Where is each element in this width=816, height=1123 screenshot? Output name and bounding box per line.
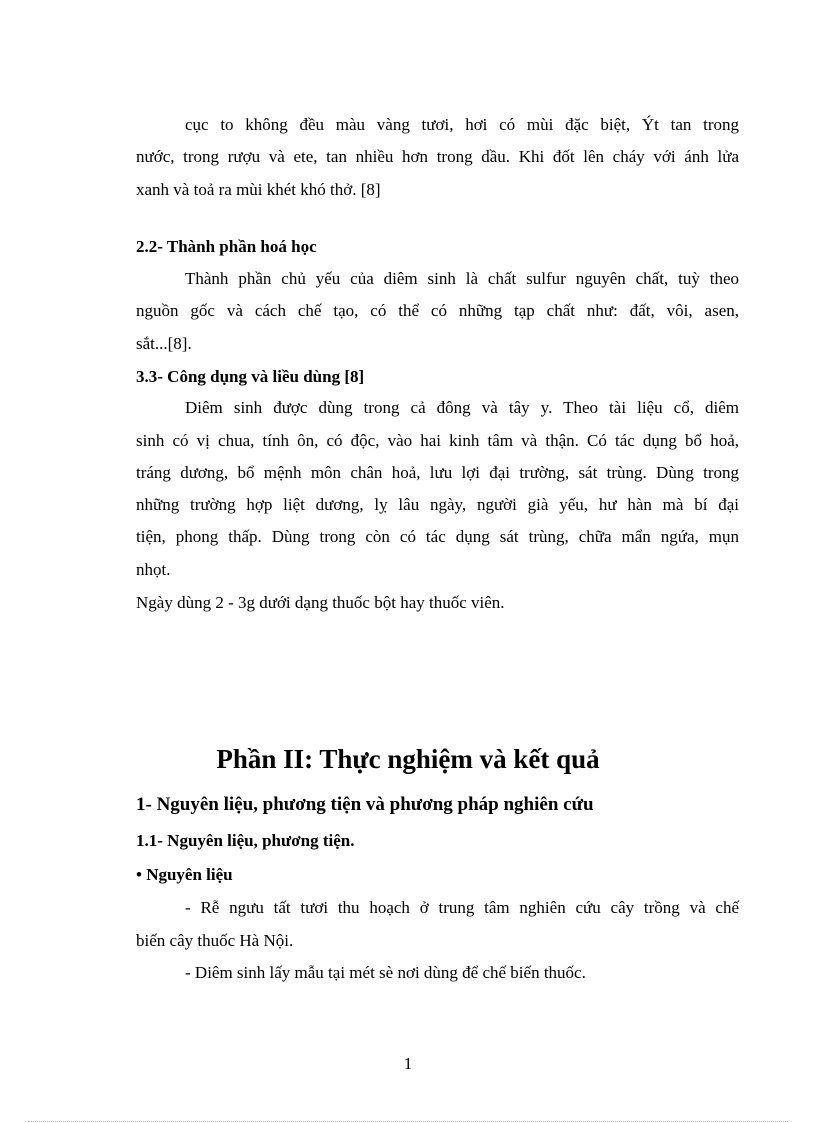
paragraph-line: biến cây thuốc Hà Nội. [136,931,294,950]
bullet-heading-text: Nguyên liệu [146,865,233,884]
paragraph-line: xanh và toả ra mùi khét khó thở. [8] [136,180,381,199]
paragraph-line: nhọt. [136,560,171,579]
paragraph-line: - Diêm sinh lấy mẫu tại mét sè nơi dùng để chế biến thuốc. [185,963,586,982]
paragraph-line: Ngày dùng 2 - 3g dưới dạng thuốc bột hay thuốc viên. [136,593,505,612]
paragraph-line: sắt...[8]. [136,334,192,353]
paragraph-line: tiện, phong thấp. Dùng trong còn có tác dụng sát trùng, chữa mẩn ngứa, mụn [136,527,739,546]
part-title: Phần II: Thực nghiệm và kết quả [216,744,600,774]
paragraph-line: tráng dương, bổ mệnh môn chân hoả, lưu lợi đại trường, sát trùng. Dùng trong [136,463,739,482]
page-bottom-divider [28,1121,788,1122]
paragraph-line: - Rễ ngưu tất tươi thu hoạch ở trung tâm nghiên cứu cây trồng và chế [185,898,739,917]
section-heading: 2.2- Thành phần hoá học [136,237,317,256]
bullet-heading [136,864,233,886]
paragraph-line: cục to không đều màu vàng tươi, hơi có mùi đặc biệt, Ýt tan trong [185,115,739,134]
paragraph-line: nước, trong rượu và ete, tan nhiều hơn trong dầu. Khi đốt lên cháy với ánh lửa [136,147,739,166]
paragraph-line: nguồn gốc và cách chế tạo, có thể có những tạp chất như: đất, vôi, asen, [136,301,739,320]
paragraph-line: sinh có vị chua, tính ôn, có độc, vào hai kinh tâm và thận. Có tác dụng bổ hoả, [136,431,739,450]
paragraph-line: Thành phần chủ yếu của diêm sinh là chất sulfur nguyên chất, tuỳ theo [185,269,739,288]
page-number: 1 [403,1054,413,1073]
subsection-heading: 1.1- Nguyên liệu, phương tiện. [136,831,355,850]
section-heading: 3.3- Công dụng và liều dùng [8] [136,367,365,386]
chapter-heading: 1- Nguyên liệu, phương tiện và phương pháp nghiên cứu [136,794,594,815]
bullet-icon: • [136,865,142,884]
paragraph-line: những trường hợp liệt dương, lỵ lâu ngày, người già yếu, hư hàn mà bí đại [136,495,739,514]
paragraph-line: Diêm sinh được dùng trong cả đông và tây y. Theo tài liệu cổ, diêm [185,398,739,417]
